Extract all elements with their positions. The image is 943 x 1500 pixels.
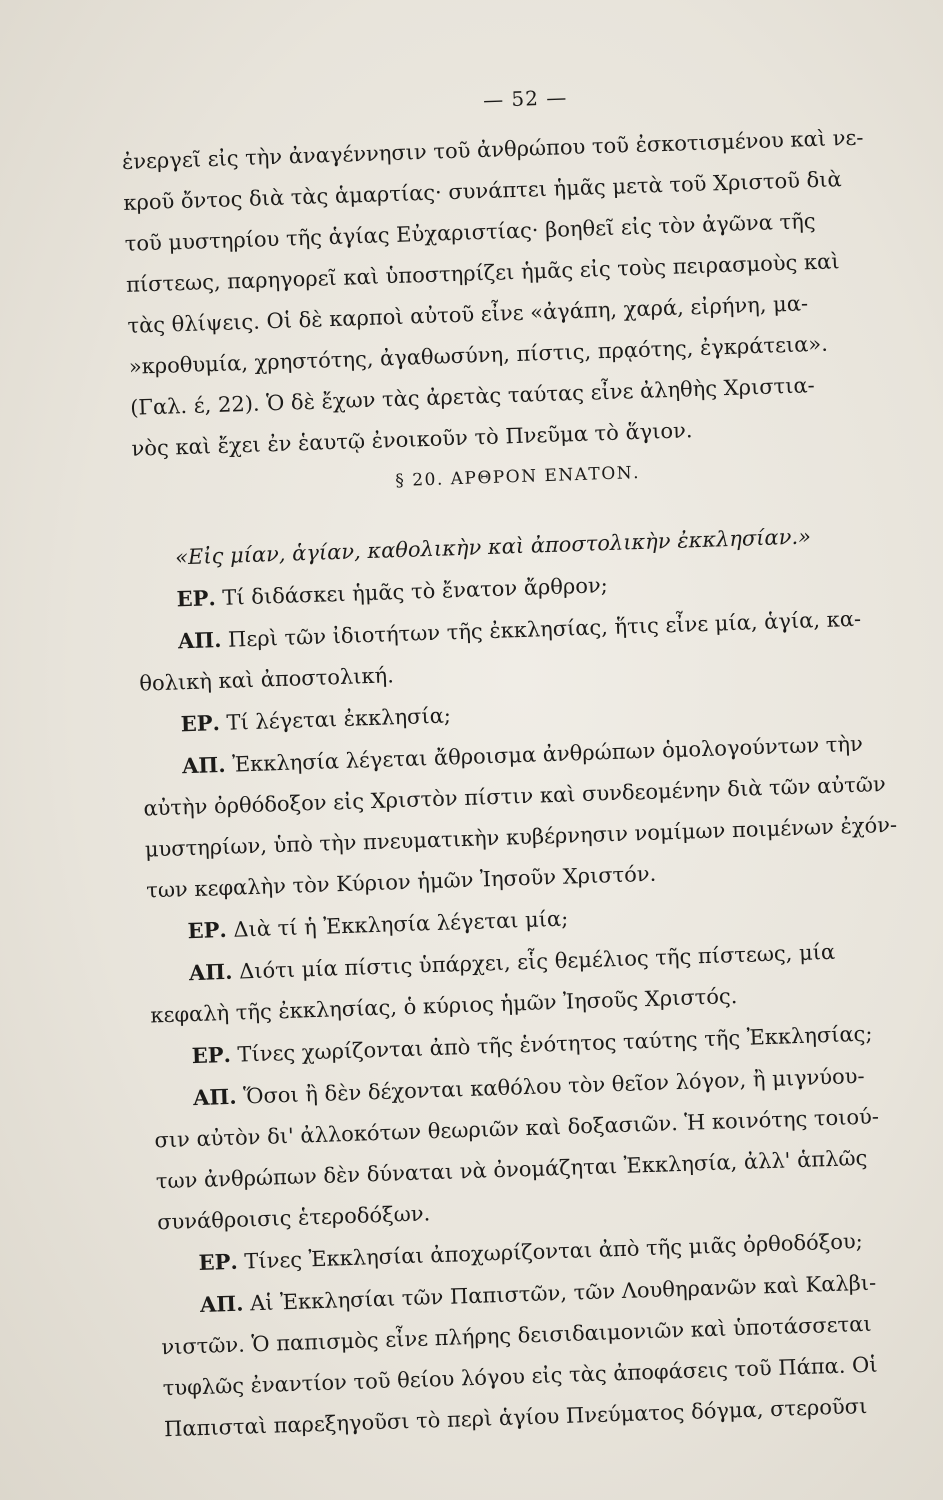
line-text: Διὰ τί ἡ Ἐκκλησία λέγεται μία;: [232, 906, 569, 942]
answer-label: ΑΠ.: [199, 1290, 244, 1318]
line-text: νιστῶν. Ὁ παπισμὸς εἶνε πλήρης δεισιδαιμονιῶν καὶ ὑποτάσσεται: [160, 1311, 872, 1360]
section-heading: § 20. ΑΡΘΡΟΝ ΕΝΑΤΟΝ.: [395, 462, 641, 492]
page-text: [120, 74, 934, 1450]
text-line: κροῦ ὄντος διὰ τὰς ἁμαρτίας· συνάπτει ἡμᾶς μετὰ τοῦ Χριστοῦ διὰ: [123, 167, 842, 215]
text-line: τὰς θλίψεις. Οἱ δὲ καρποὶ αὐτοῦ εἶνε «ἀγάπη, χαρά, εἰρήνη, μα-: [127, 291, 809, 338]
text-line: ἐνεργεῖ εἰς τὴν ἀναγέννησιν τοῦ ἀνθρώπου τοῦ ἐσκοτισμένου καὶ νε-: [121, 125, 864, 174]
page-number: — 52 —: [482, 85, 568, 112]
line-text: θολικὴ καὶ ἀποστολική.: [138, 663, 395, 696]
answer-block: [152, 1053, 927, 1243]
line-text: Περὶ τῶν ἰδιοτήτων τῆς ἐκκλησίας, ἥτις εἶνε μία, ἁγία, κα-: [227, 606, 862, 652]
catechism-dialogue: [136, 554, 934, 1450]
line-text: κεφαλὴ τῆς ἐκκλησίας, ὁ κύριος ἡμῶν Ἰησοῦς Χριστός.: [149, 984, 738, 1028]
text-line: πίστεως, παρηγορεῖ καὶ ὑποστηρίζει ἡμᾶς εἰς τοὺς πειρασμοὺς καὶ: [125, 249, 840, 297]
answer-label: ΑΠ.: [188, 958, 233, 986]
line-text: Τί διδάσκει ἡμᾶς τὸ ἔνατον ἄρθρον;: [221, 573, 609, 610]
line-text: των ἀνθρώπων δὲν δύναται νὰ ὀνομάζηται Ἐκκλησία, ἀλλ' ἁπλῶς: [155, 1145, 868, 1194]
line-text: τυφλῶς ἐναντίον τοῦ θείου λόγου εἰς τὰς ἀποφάσεις τοῦ Πάπα. Οἱ: [162, 1352, 878, 1401]
answer-label: ΑΠ.: [192, 1083, 237, 1111]
line-text: Ὅσοι ἢ δὲν δέχονται καθόλου τὸν θεῖον λόγον, ἢ μιγνύου-: [242, 1063, 865, 1109]
line-text: αὐτὴν ὀρθόδοξον εἰς Χριστὸν πίστιν καὶ συνδεομένην διὰ τῶν αὐτῶν: [143, 771, 887, 821]
answer-block: [159, 1260, 934, 1450]
text-line: »κροθυμία, χρηστότης, ἀγαθωσύνη, πίστις, πρᾳότης, ἐγκράτεια».: [128, 331, 829, 379]
line-text: Τίνες Ἐκκλησίαι ἀποχωρίζονται ἀπὸ τῆς μιᾶς ὀρθοδόξου;: [243, 1229, 864, 1274]
question-label: ΕΡ.: [191, 1041, 232, 1069]
question-label: ΕΡ.: [180, 710, 221, 737]
line-text: μυστηρίων, ὑπὸ τὴν πνευματικὴν κυβέρνησιν νομίμων ποιμένων ἐχόν-: [144, 812, 898, 862]
line-text: σιν αὐτὸν δι' ἀλλοκότων θεωριῶν καὶ δοξασιῶν. Ἡ κοινότης τοιού-: [154, 1104, 880, 1153]
line-text: Αἱ Ἐκκλησίαι τῶν Παπιστῶν, τῶν Λουθηρανῶν καὶ Καλβι-: [249, 1270, 877, 1316]
line-text: Διότι μία πίστις ὑπάρχει, εἷς θεμέλιος τῆς πίστεως, μία: [238, 939, 836, 984]
line-text: Τί λέγεται ἐκκλησία;: [226, 703, 452, 735]
answer-label: ΑΠ.: [177, 626, 222, 654]
text-line: (Γαλ. έ, 22). Ὁ δὲ ἔχων τὰς ἀρετὰς ταύτας εἶνε ἀληθὴς Χριστια-: [129, 373, 816, 420]
line-text: συνάθροισις ἑτεροδόξων.: [156, 1201, 431, 1235]
question-label: ΕΡ.: [187, 916, 228, 944]
creed-quote: «Εἰς μίαν, ἁγίαν, καθολικὴν καὶ ἀποστολικὴν ἐκκλησίαν.»: [174, 524, 812, 570]
line-text: Ἐκκλησία λέγεται ἄθροισμα ἀνθρώπων ὁμολογούντων τὴν: [231, 731, 864, 777]
question-label: ΕΡ.: [176, 585, 217, 612]
line-text: Παπισταὶ παρεξηγοῦσι τὸ περὶ ἁγίου Πνεύματος δόγμα, στεροῦσι: [163, 1393, 868, 1442]
intro-paragraph: [121, 116, 901, 469]
answer-label: ΑΠ.: [181, 751, 226, 779]
answer-block: [141, 721, 916, 911]
line-text: των κεφαλὴν τὸν Κύριον ἡμῶν Ἰησοῦν Χριστόν.: [145, 861, 657, 903]
text-line: νὸς καὶ ἔχει ἐν ἑαυτῷ ἐνοικοῦν τὸ Πνεῦμα τὸ ἅγιον.: [131, 418, 693, 461]
line-text: Τίνες χωρίζονται ἀπὸ τῆς ἑνότητος ταύτης τῆς Ἐκκλησίας;: [237, 1021, 873, 1067]
text-line: τοῦ μυστηρίου τῆς ἁγίας Εὐχαριστίας· βοηθεῖ εἰς τὸν ἀγῶνα τῆς: [124, 209, 816, 256]
question-label: ΕΡ.: [198, 1248, 239, 1276]
